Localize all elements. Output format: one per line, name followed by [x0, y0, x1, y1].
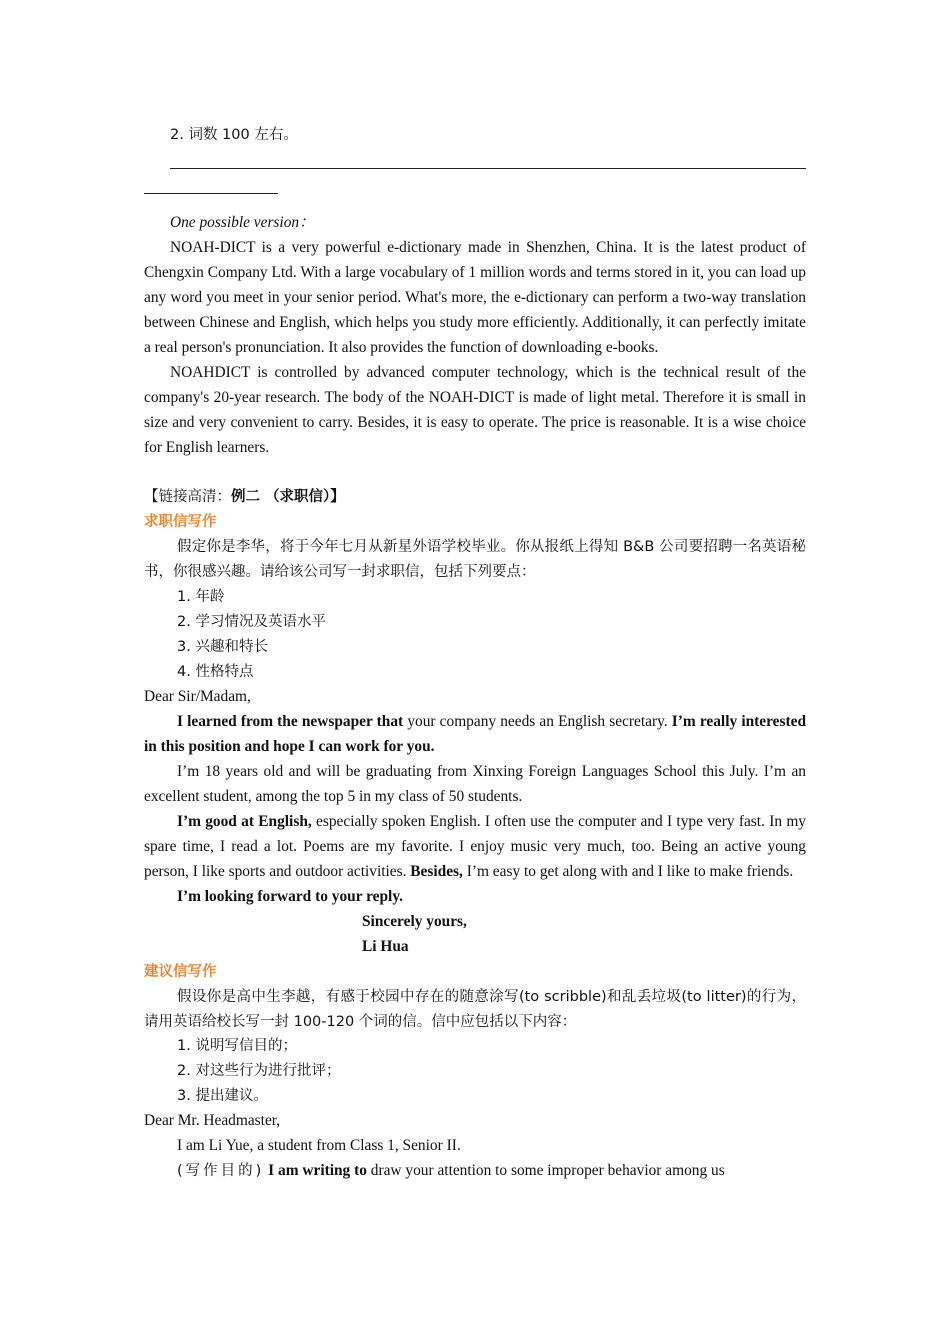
p1-text-1: your company needs an English secretary.	[403, 713, 672, 731]
answer-line-1	[170, 168, 806, 169]
section1-point-2: 2. 学习情况及英语水平	[177, 614, 326, 631]
section1-letter-p1	[144, 710, 806, 760]
section1-point-3: 3. 兴趣和特长	[177, 639, 268, 656]
p1-bold-2: I’m really interested in this position and hope I can work for you.	[144, 713, 807, 756]
section2-purpose-paragraph	[144, 1159, 806, 1184]
section1-prompt: 假定你是李华，将于今年七月从新星外语学校毕业。你从报纸上得知 B&B 公司要招聘一名英语秘书，你很感兴趣。请给该公司写一封求职信，包括下列要点：	[144, 539, 806, 581]
section1-salutation: Dear Sir/Madam,	[144, 688, 251, 706]
section1-letter-p2: I’m 18 years old and will be graduating from Xinxing Foreign Languages School this July. I’m an excellent student, among the top 5 in my class of 50 students.	[144, 762, 806, 805]
possible-version-label: One possible version：	[170, 213, 315, 231]
example1-paragraph-1: NOAH-DICT is a very powerful e-dictionary made in Shenzhen, China. It is the latest product of Chengxin Company Ltd. With a large vocabulary of 1 million words and terms stored in it, you can load up any word you meet in your senior period. What's more, the e-dictionary can perform a two-way translation between Chinese and English, which helps you study more efficiently. Additionally, it can perfectly imitate a real person's pronunciation. It also provides the function of downloading e-books.	[144, 238, 806, 356]
section1-point-1: 1. 年龄	[177, 589, 225, 606]
link-header-bold: 例二 （求职信）】	[231, 489, 345, 506]
answer-line-2	[144, 193, 278, 194]
document-body	[144, 123, 806, 1184]
section1-point-4: 4. 性格特点	[177, 664, 254, 681]
p3-text-2: I’m easy to get along with and I like to make friends.	[462, 862, 794, 880]
section2-title: 建议信写作	[144, 963, 217, 980]
section2-intro: I am Li Yue, a student from Class 1, Senior II.	[177, 1137, 461, 1155]
section2-prompt: 假设你是高中生李越，有感于校园中存在的随意涂写(to scribble)和乱丢垃圾(to litter)的行为，请用英语给校长写一封 100-120 个词的信。信中应包括以下内容：	[144, 988, 806, 1030]
section1-title: 求职信写作	[144, 514, 217, 531]
section2-point-2: 2. 对这些行为进行批评；	[177, 1063, 341, 1080]
p3-bold-2: Besides,	[410, 862, 463, 880]
link-header-prefix: 【链接高清：	[144, 489, 231, 506]
section2-point-1: 1. 说明写信目的；	[177, 1038, 297, 1055]
example1-paragraph-2: NOAHDICT is controlled by advanced computer technology, which is the technical result of the company's 20-year research. The body of the NOAH-DICT is made of light metal. Therefore it is small in size and very convenient to carry. Besides, it is easy to operate. The price is reasonable. It is a wise choice for English learners.	[144, 363, 806, 456]
section1-signature: Li Hua	[362, 937, 409, 955]
p3-text-1: especially spoken English. I often use the computer and I type very fast. In my spare time, I read a lot. Poems are my favorite. I enjoy music very much, too. Being an active young person, I like sports and outdoor activities.	[144, 812, 806, 880]
section1-closing: I’m looking forward to your reply.	[177, 887, 404, 905]
section1-signoff: Sincerely yours,	[362, 912, 467, 930]
word-count-item: 2. 词数 100 左右。	[170, 127, 298, 143]
purpose-text: draw your attention to some improper behavior among us	[366, 1162, 725, 1180]
p3-bold-1: I’m good at English,	[177, 812, 312, 830]
link-header	[144, 485, 806, 510]
purpose-tag: (写作目的)	[177, 1163, 265, 1180]
section2-point-3: 3. 提出建议。	[177, 1088, 268, 1105]
p1-bold-1: I learned from the newspaper that	[177, 713, 404, 731]
purpose-bold: I am writing to	[264, 1162, 367, 1180]
section1-letter-p3	[144, 810, 806, 885]
section2-salutation: Dear Mr. Headmaster,	[144, 1112, 281, 1130]
